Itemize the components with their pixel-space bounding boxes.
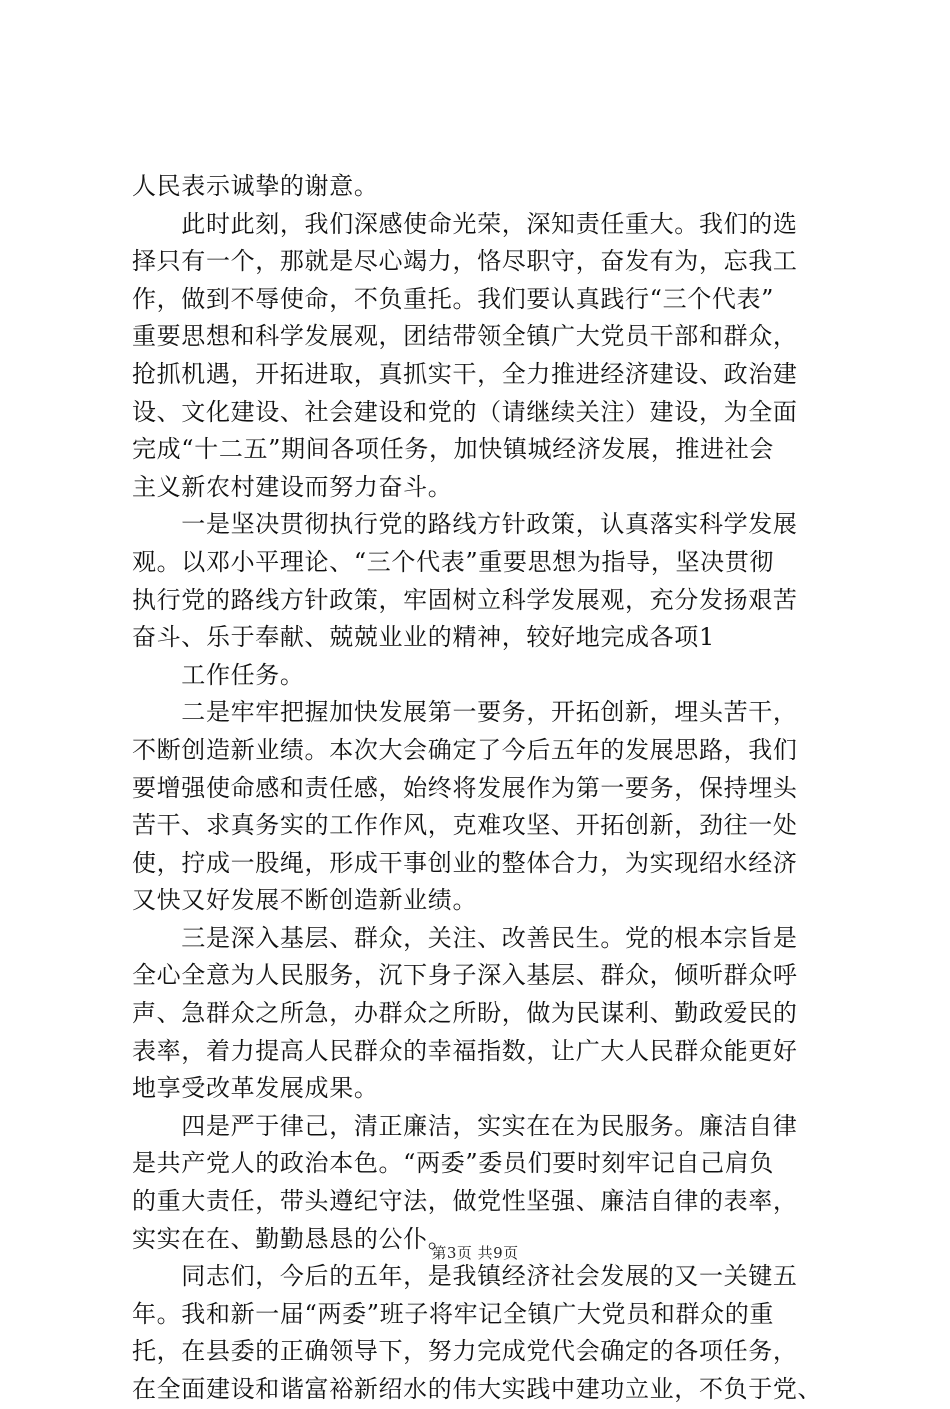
text-line: 奋斗、乐于奉献、兢兢业业的精神，较好地完成各项1 [132, 623, 715, 652]
text-line: 又快又好发展不断创造新业绩。 [132, 886, 478, 915]
text-line: 地享受改革发展成果。 [132, 1074, 379, 1103]
text-line: 重要思想和科学发展观，团结带领全镇广大党员干部和群众， [132, 322, 798, 351]
text-line: 声、急群众之所急，办群众之所盼，做为民谋利、勤政爱民的 [132, 999, 798, 1028]
text-line: 主义新农村建设而努力奋斗。 [132, 472, 453, 501]
text-line: 四是严于律己，清正廉洁，实实在在为民服务。廉洁自律 [132, 1111, 798, 1140]
text-line: 实实在在、勤勤恳恳的公仆。 [132, 1224, 453, 1253]
text-line: 执行党的路线方针政策，牢固树立科学发展观，充分发扬艰苦 [132, 585, 798, 614]
text-line: 观。以邓小平理论、“三个代表”重要思想为指导，坚决贯彻 [132, 547, 775, 576]
text-line: 此时此刻，我们深感使命光荣，深知责任重大。我们的选 [132, 209, 798, 238]
text-line: 使，拧成一股绳，形成干事创业的整体合力，为实现绍水经济 [132, 848, 798, 877]
text-line: 设、文化建设、社会建设和党的（请继续关注）建设，为全面 [132, 397, 798, 426]
text-line: 择只有一个，那就是尽心竭力，恪尽职守，奋发有为，忘我工 [132, 247, 798, 276]
text-line: 三是深入基层、群众，关注、改善民生。党的根本宗旨是 [132, 923, 798, 952]
document-body [132, 168, 832, 1409]
text-line: 作，做到不辱使命，不负重托。我们要认真践行“三个代表” [132, 284, 775, 313]
text-line: 要增强使命感和责任感，始终将发展作为第一要务，保持埋头 [132, 773, 798, 802]
text-line: 的重大责任，带头遵纪守法，做党性坚强、廉洁自律的表率， [132, 1187, 798, 1216]
text-line: 一是坚决贯彻执行党的路线方针政策，认真落实科学发展 [132, 510, 798, 539]
page-number-footer: 第3页 共9页 [431, 1244, 519, 1262]
text-line: 年。我和新一届“两委”班子将牢记全镇广大党员和群众的重 [132, 1299, 775, 1328]
text-line: 抢抓机遇，开拓进取，真抓实干，全力推进经济建设、政治建 [132, 359, 798, 388]
text-line: 不断创造新业绩。本次大会确定了今后五年的发展思路，我们 [132, 735, 798, 764]
text-line: 表率，着力提高人民群众的幸福指数，让广大人民群众能更好 [132, 1036, 798, 1065]
text-line: 在全面建设和谐富裕新绍水的伟大实践中建功立业，不负于党、 [132, 1375, 823, 1403]
text-line: 苦干、求真务实的工作作风，克难攻坚、开拓创新，劲往一处 [132, 811, 798, 840]
text-line: 同志们，今后的五年，是我镇经济社会发展的又一关键五 [132, 1262, 798, 1291]
text-line: 是共产党人的政治本色。“两委”委员们要时刻牢记自己肩负 [132, 1149, 775, 1178]
text-line: 全心全意为人民服务，沉下身子深入基层、群众，倾听群众呼 [132, 961, 798, 990]
text-line: 托，在县委的正确领导下，努力完成党代会确定的各项任务， [132, 1337, 798, 1366]
text-line: 二是牢牢把握加快发展第一要务，开拓创新，埋头苦干， [132, 698, 798, 727]
text-line: 人民表示诚挚的谢意。 [132, 172, 379, 200]
text-line: 完成“十二五”期间各项任务，加快镇城经济发展，推进社会 [132, 435, 775, 464]
text-line: 工作任务。 [132, 660, 305, 689]
